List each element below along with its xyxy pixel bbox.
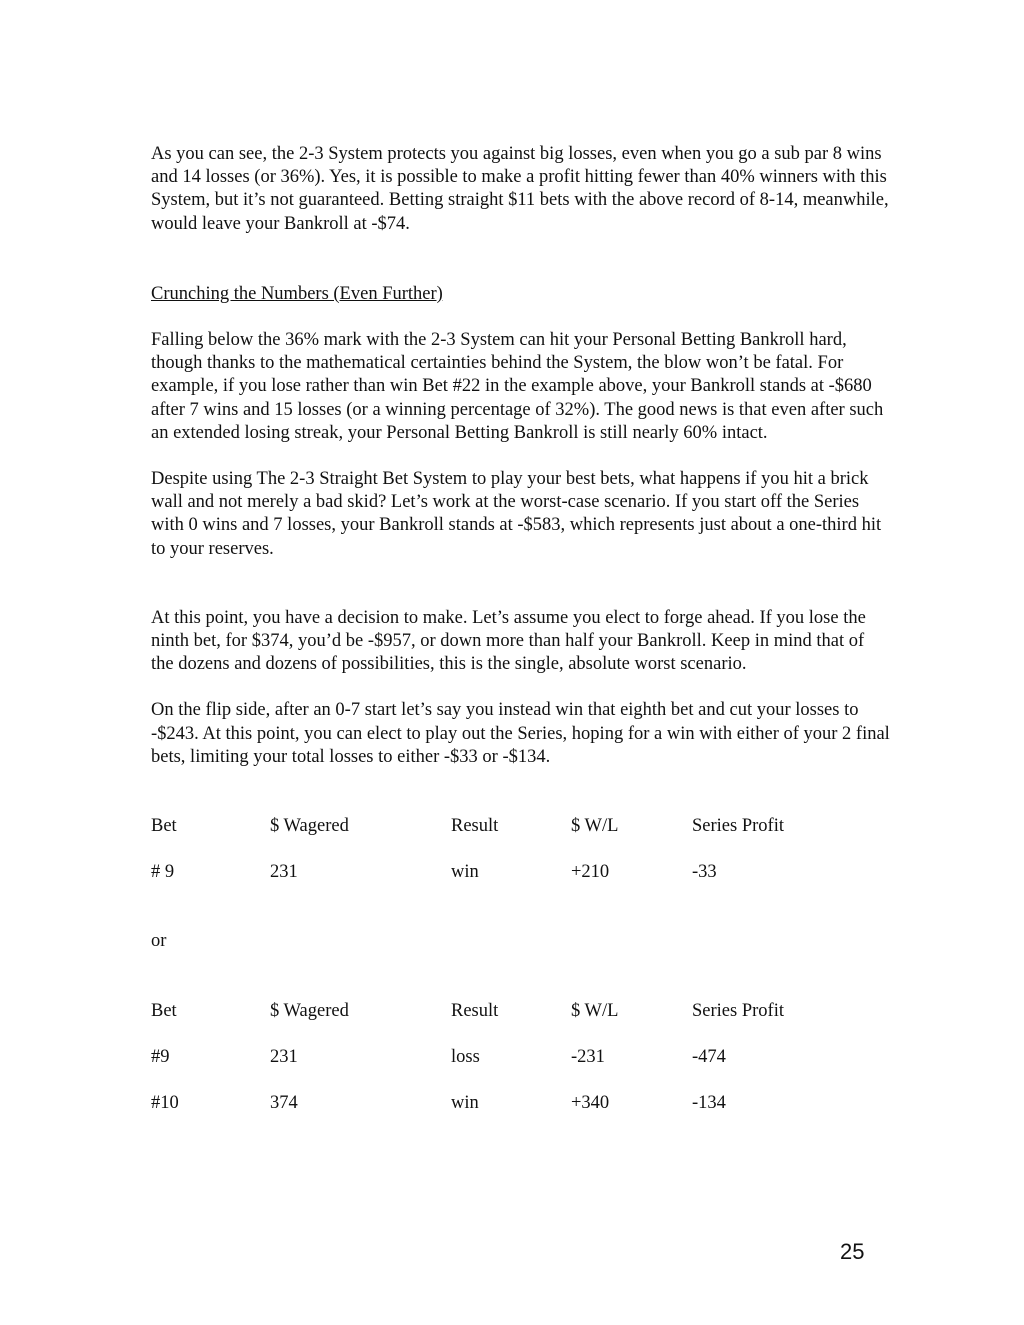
header-wagered: $ Wagered (270, 816, 349, 837)
header-win-loss: $ W/L (571, 816, 619, 837)
cell-win-loss: +210 (571, 862, 610, 883)
results-table-1 (151, 815, 891, 884)
header-series-profit: Series Profit (692, 1000, 784, 1021)
cell-series-profit: -33 (692, 862, 717, 883)
page-content (151, 143, 891, 1115)
cell-bet: #9 (151, 1046, 170, 1067)
header-win-loss: $ W/L (571, 1000, 619, 1021)
header-result: Result (451, 816, 499, 837)
cell-bet: # 9 (151, 862, 175, 883)
cell-result: loss (451, 1046, 480, 1067)
table-header-row (151, 1000, 891, 1023)
table-header-row (151, 815, 891, 838)
cell-win-loss: -231 (571, 1046, 605, 1067)
cell-wagered: 231 (270, 1046, 298, 1067)
paragraph-flip-side: On the flip side, after an 0-7 start let’s say you instead win that eighth bet and cut your losses to -$243. At this point, you can elect to play out the Series, hoping for a win with either of your 2 final bets, limiting your total losses to either -$33 or -$134. (151, 700, 890, 767)
header-wagered: $ Wagered (270, 1000, 349, 1021)
table-row (151, 1092, 891, 1115)
header-result: Result (451, 1000, 499, 1021)
cell-series-profit: -134 (692, 1093, 726, 1113)
cell-wagered: 231 (270, 862, 298, 883)
or-separator-row (151, 930, 891, 953)
header-bet: Bet (151, 1000, 177, 1021)
table-row (151, 1046, 891, 1069)
results-table-2 (151, 1000, 891, 1116)
section-heading: Crunching the Numbers (Even Further) (151, 283, 443, 304)
cell-bet: #10 (151, 1093, 179, 1113)
cell-wagered: 374 (270, 1093, 298, 1113)
cell-win-loss: +340 (571, 1093, 610, 1113)
header-series-profit: Series Profit (692, 816, 784, 837)
paragraph-decision: At this point, you have a decision to make. Let’s assume you elect to forge ahead. If you lose the ninth bet, for $374, you’d be -$957, or down more than half your Bankroll. Keep in mind that of the dozens and dozens of possibilities, this is the single, absolute worst scenario. (151, 607, 866, 675)
table-row (151, 861, 891, 884)
header-bet: Bet (151, 816, 177, 837)
cell-result: win (451, 862, 479, 883)
cell-result: win (451, 1093, 479, 1113)
cell-series-profit: -474 (692, 1046, 726, 1067)
paragraph-worst-case: Despite using The 2-3 Straight Bet System to play your best bets, what happens if you hit a brick wall and not merely a bad skid? Let’s work at the worst-case scenario. If you start off the Series with 0 wins and 7 losses, your Bankroll stands at -$583, which represents just about a one-third hit to your reserves. (151, 469, 882, 559)
or-separator: or (151, 931, 167, 952)
paragraph-intro: As you can see, the 2-3 System protects you against big losses, even when you go a sub par 8 wins and 14 losses (or 36%). Yes, it is possible to make a profit hitting fewer than 40% winners with this System, but it’s not guaranteed. Betting straight $11 bets with the above record of 8-14, meanwhile, would leave your Bankroll at -$74. (151, 144, 889, 234)
paragraph-falling-below: Falling below the 36% mark with the 2-3 System can hit your Personal Betting Bankroll hard, though thanks to the mathematical certainties behind the System, the blow won’t be fatal. For example, if you lose rather than win Bet #22 in the example above, your Bankroll stands at -$680 after 7 wins and 15 losses (or a winning percentage of 32%). The good news is that even after such an extended losing streak, your Personal Betting Bankroll is still nearly 60% intact. (151, 330, 884, 443)
page-number: 25 (840, 1239, 865, 1264)
